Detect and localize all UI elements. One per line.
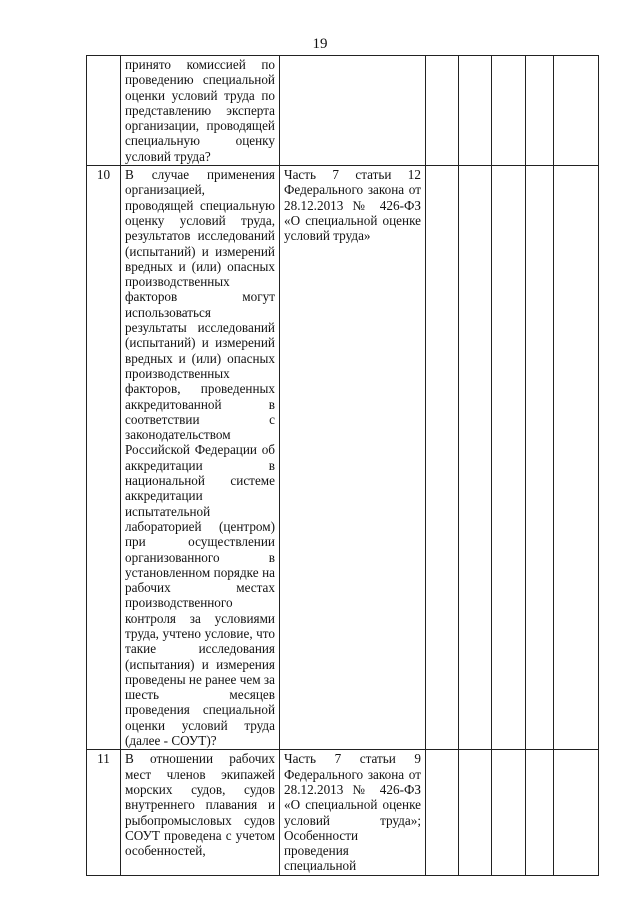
answer-cell [426, 56, 459, 166]
row-number: 11 [87, 750, 121, 875]
legal-reference [280, 56, 426, 166]
answer-cell [459, 166, 492, 750]
row-number [87, 56, 121, 166]
question-text: В случае применения организацией, проводящей специальную оценку условий труда, результатов исследований (испытаний) и измерений вредных и (или) опасных производственных факторов могут использоваться результаты исследований (испытаний) и измерений вредных и (или) опасных производственных факторов, проведенных аккредитованной в соответствии с законодательством Российской Федерации об аккредитации в национальной системе аккредитации испытательной лабораторией (центром) при осуществлении организованного в установленном порядке на рабочих местах производственного контроля за условиями труда, учтено условие, что такие исследования (испытания) и измерения проведены не ранее чем за шесть месяцев проведения специальной оценки условий труда (далее - СОУТ)? [121, 166, 280, 750]
legal-reference: Часть 7 статьи 12 Федерального закона от 28.12.2013 № 426-ФЗ «О специальной оценке условий труда» [280, 166, 426, 750]
table-row [87, 750, 599, 875]
checklist-table [86, 55, 599, 876]
answer-cell [526, 166, 554, 750]
answer-cell [526, 750, 554, 875]
page-number: 19 [312, 36, 328, 52]
answer-cell [526, 56, 554, 166]
table-row [87, 166, 599, 750]
question-text: принято комиссией по проведению специальной оценки условий труда по представлению эксперта организации, проводящей специальную оценку условий труда? [121, 56, 280, 166]
notes-cell [554, 166, 599, 750]
answer-cell [492, 166, 526, 750]
answer-cell [459, 56, 492, 166]
answer-cell [426, 166, 459, 750]
answer-cell [492, 750, 526, 875]
answer-cell [459, 750, 492, 875]
legal-reference: Часть 7 статьи 9 Федерального закона от 28.12.2013 № 426-ФЗ «О специальной оценке условий труда»; Особенности проведения специальной [280, 750, 426, 875]
row-number: 10 [87, 166, 121, 750]
table-row [87, 56, 599, 166]
answer-cell [492, 56, 526, 166]
answer-cell [426, 750, 459, 875]
question-text: В отношении рабочих мест членов экипажей морских судов, судов внутреннего плавания и рыбопромысловых судов СОУТ проведена с учетом особенностей, [121, 750, 280, 875]
notes-cell [554, 56, 599, 166]
notes-cell [554, 750, 599, 875]
